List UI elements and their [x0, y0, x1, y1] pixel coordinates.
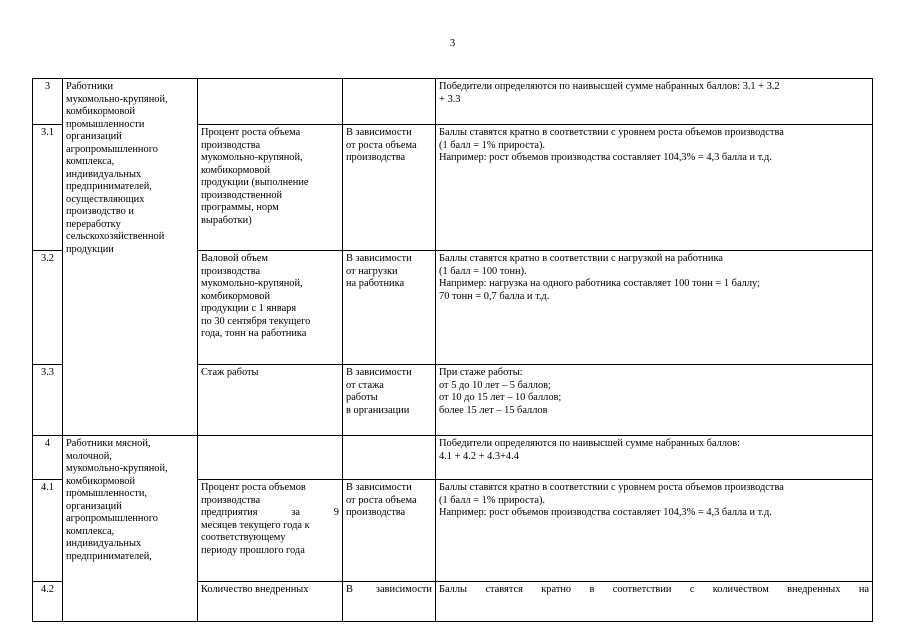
- text-line: продукции: [66, 243, 114, 255]
- text-line: Процент роста объемов: [201, 482, 306, 493]
- text-line: В зависимости: [346, 584, 432, 595]
- category-cell: [63, 79, 198, 436]
- criteria-cell: [198, 582, 343, 622]
- text-line: комбикормовой: [201, 164, 271, 176]
- basis-cell: [343, 480, 436, 582]
- scoring-cell: [436, 251, 873, 365]
- table-row: [33, 436, 873, 480]
- text-line: комбикормовой: [66, 106, 136, 117]
- criteria-cell: [198, 125, 343, 251]
- criteria-cell: [198, 79, 343, 125]
- page-number: 3: [449, 37, 456, 49]
- text-line: работы: [346, 392, 378, 403]
- text-line: Количество внедренных: [201, 584, 309, 595]
- text-line: индивидуальных: [66, 168, 142, 180]
- text-line: производства: [346, 152, 406, 163]
- scoring-cell: [436, 582, 873, 622]
- criteria-cell: [198, 436, 343, 480]
- scoring-cell: [436, 125, 873, 251]
- row-number: 3.3: [33, 365, 63, 436]
- basis-cell: [343, 251, 436, 365]
- text-line: Работники мясной,: [66, 438, 151, 449]
- text-line: производство и: [66, 206, 134, 217]
- text-line: осуществляющих: [66, 193, 145, 205]
- criteria-table: [32, 78, 873, 622]
- row-number: 3.2: [33, 251, 63, 365]
- text-line: При стаже работы:: [439, 367, 523, 378]
- criteria-cell: [198, 480, 343, 582]
- scoring-cell: [436, 365, 873, 436]
- criteria-cell: [198, 251, 343, 365]
- text-line: В зависимости: [346, 367, 412, 378]
- text-line: 4.1 + 4.2 + 4.3+4.4: [439, 450, 519, 462]
- text-line: от нагрузки: [346, 265, 398, 277]
- text-line: на работника: [346, 278, 405, 289]
- text-line: периоду прошлого года: [201, 544, 305, 556]
- text-line: предприятия за 9: [201, 507, 339, 518]
- text-line: мукомольно-крупяной,: [66, 93, 168, 105]
- text-line: (1 балл = 1% прироста).: [439, 494, 546, 506]
- text-line: организаций: [66, 500, 122, 512]
- text-line: мукомольно-крупяной,: [201, 278, 303, 289]
- basis-cell: [343, 365, 436, 436]
- text-line: месяцев текущего года к: [201, 519, 310, 531]
- scoring-cell: [436, 79, 873, 125]
- text-line: В зависимости: [346, 253, 412, 264]
- criteria-cell: [198, 365, 343, 436]
- text-line: предпринимателей,: [66, 550, 152, 562]
- text-line: года, тонн на работника: [201, 328, 307, 339]
- row-number: 4: [33, 436, 63, 480]
- row-number: 3: [33, 79, 63, 125]
- text-line: Победители определяются по наивысшей сумме набранных баллов:: [439, 438, 740, 449]
- text-line: производственной: [201, 189, 283, 201]
- text-line: В зависимости: [346, 482, 412, 493]
- text-line: от 10 до 15 лет – 10 баллов;: [439, 392, 562, 403]
- text-line: производства: [201, 139, 261, 151]
- text-line: более 15 лет – 15 баллов: [439, 404, 548, 416]
- text-line: от роста объема: [346, 139, 417, 151]
- text-line: молочной,: [66, 450, 112, 462]
- text-line: Процент роста объема: [201, 127, 301, 138]
- text-line: агропромышленного: [66, 143, 158, 155]
- text-line: комплекса,: [66, 156, 115, 167]
- basis-cell: [343, 79, 436, 125]
- text-line: Например: нагрузка на одного работника составляет 100 тонн = 1 баллу;: [439, 278, 760, 289]
- text-line: Например: рост объемов производства составляет 104,3% = 4,3 балла и т.д.: [439, 507, 772, 518]
- text-line: комбикормовой: [201, 290, 271, 302]
- text-line: Стаж работы: [201, 367, 259, 378]
- text-line: организаций: [66, 131, 122, 142]
- text-line: выработки): [201, 214, 252, 226]
- text-line: от стажа: [346, 379, 384, 391]
- text-line: Валовой объем: [201, 253, 268, 264]
- text-line: (1 балл = 100 тонн).: [439, 265, 527, 277]
- text-line: сельскохозяйственной: [66, 231, 165, 242]
- row-number: 4.2: [33, 582, 63, 622]
- text-line: мукомольно-крупяной,: [66, 463, 168, 474]
- text-line: от 5 до 10 лет – 5 баллов;: [439, 379, 551, 391]
- table-row: [33, 79, 873, 125]
- text-line: комплекса,: [66, 525, 115, 537]
- text-line: индивидуальных: [66, 538, 142, 549]
- category-cell: [63, 436, 198, 622]
- text-line: производства: [201, 494, 261, 506]
- text-line: предпринимателей,: [66, 181, 152, 192]
- text-line: производства: [201, 265, 261, 277]
- text-line: Победители определяются по наивысшей сумме набранных баллов: 3.1 + 3.2: [439, 81, 780, 92]
- text-line: Например: рост объемов производства составляет 104,3% = 4,3 балла и т.д.: [439, 152, 772, 163]
- basis-cell: [343, 436, 436, 480]
- row-number: 4.1: [33, 480, 63, 582]
- text-line: в организации: [346, 404, 410, 416]
- text-line: 70 тонн = 0,7 балла и т.д.: [439, 290, 550, 302]
- text-line: мукомольно-крупяной,: [201, 152, 303, 163]
- text-line: программы, норм: [201, 202, 279, 213]
- scoring-cell: [436, 480, 873, 582]
- basis-cell: [343, 582, 436, 622]
- text-line: Баллы ставятся кратно в соответствии с уровнем роста объемов производства: [439, 127, 784, 138]
- text-line: Баллы ставятся кратно в соответствии с количеством внедренных на: [439, 584, 869, 595]
- text-line: комбикормовой: [66, 475, 136, 487]
- text-line: промышленности: [66, 118, 145, 130]
- text-line: промышленности,: [66, 488, 147, 499]
- text-line: продукции (выполнение: [201, 177, 309, 188]
- text-line: + 3.3: [439, 93, 461, 105]
- text-line: В зависимости: [346, 127, 412, 138]
- text-line: переработку: [66, 218, 121, 230]
- text-line: (1 балл = 1% прироста).: [439, 139, 546, 151]
- text-line: Баллы ставятся кратно в соответствии с нагрузкой на работника: [439, 253, 723, 264]
- text-line: Баллы ставятся кратно в соответствии с уровнем роста объемов производства: [439, 482, 784, 493]
- scoring-cell: [436, 436, 873, 480]
- text-line: соответствующему: [201, 532, 286, 543]
- text-line: продукции с 1 января: [201, 303, 297, 314]
- text-line: по 30 сентября текущего: [201, 315, 311, 327]
- row-number: 3.1: [33, 125, 63, 251]
- text-line: от роста объема: [346, 494, 417, 506]
- text-line: производства: [346, 507, 406, 518]
- basis-cell: [343, 125, 436, 251]
- text-line: агропромышленного: [66, 513, 158, 524]
- text-line: Работники: [66, 81, 114, 92]
